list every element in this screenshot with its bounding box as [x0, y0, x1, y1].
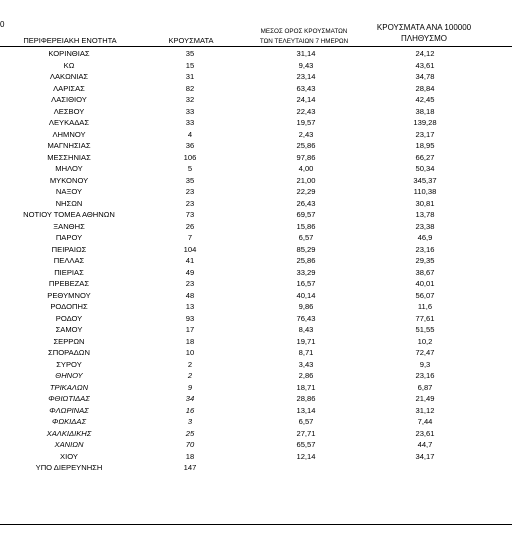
cell-cases: 104 [183, 244, 197, 254]
cell-cases: 23 [185, 198, 195, 208]
table-row [0, 186, 512, 198]
cell-cases: 25 [185, 428, 195, 438]
table-row [0, 244, 512, 256]
cell-region: ΤΡΙΚΑΛΩΝ [49, 382, 89, 392]
cell-region: ΣΠΟΡΑΔΩΝ [48, 348, 90, 357]
cell-mean: 12,14 [296, 451, 316, 461]
table-row [0, 209, 512, 221]
cell-region: ΧΙΟΥ [60, 451, 78, 461]
cell-mean: 25,86 [296, 141, 316, 150]
cell-per-100k: 77,61 [415, 313, 435, 323]
table-body [0, 48, 512, 474]
cell-mean: 76,43 [296, 313, 316, 323]
cell-cases: 49 [185, 267, 195, 277]
table-row [0, 439, 512, 451]
cell-per-100k: 29,35 [415, 256, 435, 265]
cell-per-100k: 42,45 [415, 95, 435, 104]
table-row [0, 163, 512, 175]
table-row [0, 175, 512, 187]
cell-cases: 93 [185, 313, 195, 323]
cell-mean: 85,29 [296, 244, 316, 254]
cell-per-100k: 72,47 [415, 348, 435, 357]
table-row [0, 255, 512, 267]
table-row [0, 370, 512, 382]
table-row [0, 232, 512, 244]
header-cases: ΚΡΟΥΣΜΑΤΑ [168, 36, 214, 45]
table-row [0, 462, 512, 474]
cell-per-100k: 23,16 [415, 371, 435, 380]
cell-cases: 41 [185, 256, 195, 265]
table-row [0, 94, 512, 106]
cell-region: ΚΩ [63, 60, 75, 70]
cell-per-100k: 66,27 [415, 152, 435, 162]
cell-mean: 65,57 [296, 440, 316, 449]
cell-per-100k: 31,12 [415, 405, 435, 415]
cell-region: ΣΥΡΟΥ [56, 359, 82, 369]
cell-per-100k: 51,55 [415, 325, 435, 334]
cell-cases: 23 [185, 279, 195, 288]
cell-cases: 17 [185, 325, 195, 334]
cell-mean: 15,86 [296, 221, 316, 231]
cell-region: ΠΕΙΡΑΙΩΣ [51, 244, 87, 254]
cell-per-100k: 38,67 [415, 267, 435, 277]
cell-cases: 18 [185, 451, 195, 461]
table-row [0, 336, 512, 348]
cell-region: ΚΟΡΙΝΘΙΑΣ [48, 49, 90, 58]
table-row [0, 405, 512, 417]
cell-region: ΠΙΕΡΙΑΣ [54, 267, 84, 277]
table-row [0, 382, 512, 394]
cell-mean: 22,43 [296, 106, 316, 116]
cell-region: ΜΑΓΝΗΣΙΑΣ [47, 141, 91, 150]
table-row [0, 347, 512, 359]
cell-mean: 26,43 [296, 198, 316, 208]
cell-region: ΡΕΘΥΜΝΟΥ [47, 290, 91, 300]
cell-per-100k: 6,87 [417, 382, 433, 392]
cell-region: ΛΗΜΝΟΥ [52, 129, 86, 139]
cell-per-100k: 10,2 [417, 336, 433, 346]
cell-mean: 4,00 [298, 164, 314, 173]
cell-cases: 23 [185, 187, 195, 196]
cell-cases: 32 [185, 95, 195, 104]
table-row [0, 129, 512, 141]
cell-cases: 5 [187, 164, 193, 173]
cell-mean: 8,43 [298, 325, 314, 334]
cell-mean: 18,71 [296, 382, 316, 392]
cell-mean: 19,57 [296, 118, 316, 127]
cell-mean: 2,86 [298, 371, 314, 380]
table-row [0, 60, 512, 72]
cell-per-100k: 110,38 [413, 187, 437, 196]
cell-cases: 36 [185, 141, 195, 150]
cell-cases: 18 [185, 336, 195, 346]
cell-cases: 106 [183, 152, 197, 162]
cell-region: ΝΟΤΙΟΥ ΤΟΜΕΑ ΑΘΗΝΩΝ [23, 210, 115, 219]
cell-mean: 13,14 [296, 405, 316, 415]
table-row [0, 71, 512, 83]
cell-per-100k: 28,84 [415, 83, 435, 93]
cell-mean: 19,71 [296, 336, 316, 346]
cell-per-100k: 24,12 [415, 49, 435, 58]
table-row [0, 324, 512, 336]
header-per-100k [368, 22, 480, 44]
table-row [0, 140, 512, 152]
header-divider [0, 46, 512, 47]
cell-cases: 15 [185, 60, 195, 70]
corner-label: 0 [0, 20, 5, 29]
table-row [0, 290, 512, 302]
cell-mean: 21,00 [296, 175, 316, 185]
table-row [0, 313, 512, 325]
table-row [0, 83, 512, 95]
cell-region: ΦΘΙΩΤΙΔΑΣ [48, 394, 90, 403]
cell-per-100k: 7,44 [417, 417, 433, 426]
cell-cases: 16 [185, 405, 195, 415]
cell-cases: 33 [185, 106, 195, 116]
cell-per-100k: 38,18 [415, 106, 435, 116]
cell-per-100k: 46,9 [417, 233, 433, 242]
cell-mean: 33,29 [296, 267, 316, 277]
header-per-line1: ΚΡΟΥΣΜΑΤΑ ΑΝΑ 100000 [376, 23, 472, 32]
cell-cases: 33 [185, 118, 195, 127]
cell-per-100k: 34,78 [415, 72, 435, 81]
table-row [0, 221, 512, 233]
table-row [0, 267, 512, 279]
cell-region: ΧΑΝΙΩΝ [54, 440, 84, 449]
cell-region: ΠΕΛΛΑΣ [53, 256, 85, 265]
cell-cases: 73 [185, 210, 195, 219]
cell-per-100k: 18,95 [415, 141, 435, 150]
cell-mean: 69,57 [296, 210, 316, 219]
cell-mean: 9,43 [298, 60, 314, 70]
cell-region: ΛΑΣΙΘΙΟΥ [51, 95, 87, 104]
cell-per-100k: 23,17 [415, 129, 435, 139]
cell-mean: 40,14 [296, 290, 316, 300]
cell-per-100k: 13,78 [415, 210, 435, 219]
header-mean-line1: ΜΕΣΟΣ ΟΡΟΣ ΚΡΟΥΣΜΑΤΩΝ [260, 28, 348, 35]
cell-cases: 7 [187, 233, 193, 242]
cell-region: ΘΗΝΟΥ [55, 371, 83, 380]
cell-region: ΦΛΩΡΙΝΑΣ [49, 405, 89, 415]
cell-per-100k: 21,49 [415, 394, 435, 403]
cell-per-100k: 30,81 [415, 198, 435, 208]
cell-region: ΦΩΚΙΔΑΣ [51, 417, 87, 426]
cell-cases: 35 [185, 175, 195, 185]
cell-cases: 34 [185, 394, 195, 403]
cell-mean: 97,86 [296, 152, 316, 162]
cell-mean: 16,57 [296, 279, 316, 288]
cell-cases: 2 [187, 371, 193, 380]
cell-cases: 4 [187, 129, 193, 139]
cell-per-100k: 44,7 [417, 440, 433, 449]
header-mean-7day [246, 27, 362, 47]
cell-cases: 2 [187, 359, 193, 369]
table-row [0, 451, 512, 463]
cell-mean: 31,14 [296, 49, 316, 58]
header-per-line2: ΠΛΗΘΥΣΜΟ [400, 34, 448, 43]
table-row [0, 106, 512, 118]
cell-mean: 6,57 [298, 233, 314, 242]
cell-region: ΠΡΕΒΕΖΑΣ [48, 279, 90, 288]
cell-cases: 26 [185, 221, 195, 231]
cell-cases: 147 [183, 463, 197, 472]
cell-per-100k: 139,28 [413, 118, 437, 127]
cell-cases: 82 [185, 83, 195, 93]
cell-region: ΜΥΚΟΝΟΥ [49, 175, 89, 185]
cell-mean: 24,14 [296, 95, 316, 104]
cell-mean: 28,86 [296, 394, 316, 403]
cell-mean: 3,43 [298, 359, 314, 369]
table-row [0, 48, 512, 60]
cell-per-100k: 23,61 [415, 428, 435, 438]
cell-region: ΞΑΝΘΗΣ [53, 221, 85, 231]
cell-mean: 63,43 [296, 83, 316, 93]
table-row [0, 359, 512, 371]
cell-region: ΛΑΡΙΣΑΣ [53, 83, 85, 93]
cell-region: ΛΑΚΩΝΙΑΣ [49, 72, 89, 81]
cell-region: ΡΟΔΟΠΗΣ [50, 302, 88, 311]
table-row [0, 198, 512, 210]
cell-mean: 6,57 [298, 417, 314, 426]
cell-mean: 8,71 [298, 348, 314, 357]
table-row [0, 393, 512, 405]
table-row [0, 301, 512, 313]
cell-region: ΣΑΜΟΥ [55, 325, 83, 334]
cell-region: ΣΕΡΡΩΝ [53, 336, 85, 346]
cell-cases: 70 [185, 440, 195, 449]
cell-mean: 27,71 [296, 428, 316, 438]
cell-per-100k: 56,07 [415, 290, 435, 300]
cell-per-100k: 34,17 [415, 451, 435, 461]
cell-per-100k: 345,37 [413, 175, 437, 185]
cell-region: ΡΟΔΟΥ [55, 313, 83, 323]
cell-region: ΥΠΟ ΔΙΕΡΕΥΝΗΣΗ [35, 463, 103, 472]
cell-per-100k: 23,16 [415, 244, 435, 254]
table-row [0, 152, 512, 164]
table-row [0, 428, 512, 440]
cell-region: ΛΕΥΚΑΔΑΣ [48, 118, 90, 127]
cell-cases: 3 [187, 417, 193, 426]
cell-region: ΝΗΣΩΝ [55, 198, 83, 208]
cell-cases: 48 [185, 290, 195, 300]
cell-mean: 22,29 [296, 187, 316, 196]
cell-per-100k: 40,01 [415, 279, 435, 288]
cell-region: ΜΗΛΟΥ [55, 164, 83, 173]
cell-per-100k: 23,38 [415, 221, 435, 231]
cell-mean: 23,14 [296, 72, 316, 81]
cell-region: ΧΑΛΚΙΔΙΚΗΣ [46, 428, 92, 438]
table-row [0, 117, 512, 129]
cell-region: ΜΕΣΣΗΝΙΑΣ [47, 152, 91, 162]
bottom-divider [0, 524, 512, 525]
cell-cases: 35 [185, 49, 195, 58]
cell-cases: 9 [187, 382, 193, 392]
cell-per-100k: 50,34 [415, 164, 435, 173]
cell-mean: 2,43 [298, 129, 314, 139]
cell-mean: 9,86 [298, 302, 314, 311]
cell-per-100k: 43,61 [415, 60, 435, 70]
header-region: ΠΕΡΙΦΕΡΕΙΑΚΗ ΕΝΟΤΗΤΑ [23, 36, 117, 45]
cell-cases: 31 [185, 72, 195, 81]
cell-mean: 25,86 [296, 256, 316, 265]
cell-cases: 10 [185, 348, 195, 357]
cell-per-100k: 11,6 [417, 302, 433, 311]
cell-region: ΝΑΞΟΥ [55, 187, 83, 196]
cell-region: ΠΑΡΟΥ [55, 233, 83, 242]
cell-cases: 13 [185, 302, 195, 311]
table-row [0, 416, 512, 428]
table-row [0, 278, 512, 290]
cell-per-100k: 9,3 [419, 359, 431, 369]
cell-region: ΛΕΣΒΟΥ [53, 106, 85, 116]
header-mean-line2: ΤΩΝ ΤΕΛΕΥΤΑΙΩΝ 7 ΗΜΕΡΩΝ [259, 38, 349, 45]
